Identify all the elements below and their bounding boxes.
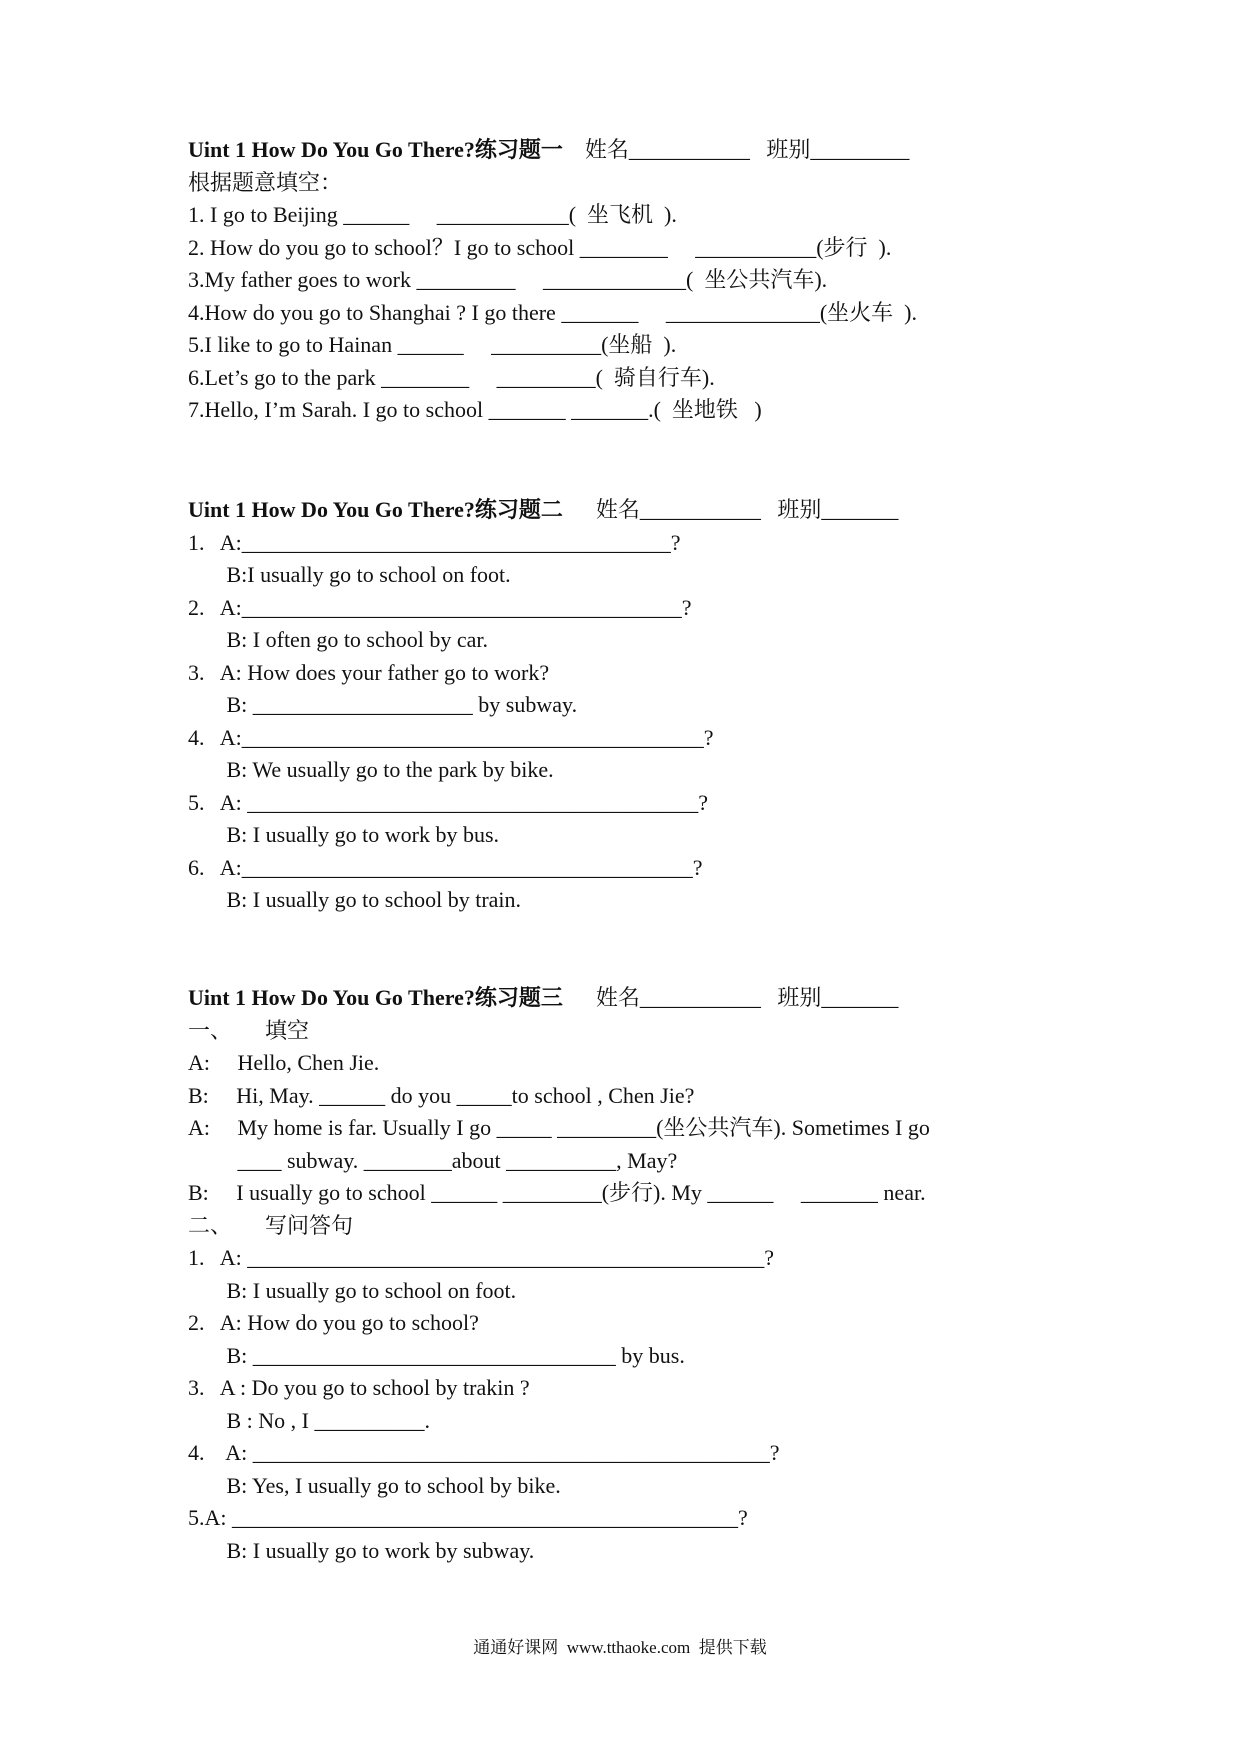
exercise-line: B: _________________________________ by bus.	[188, 1342, 685, 1368]
exercise-line: 6. A:_________________________________________?	[188, 854, 703, 880]
exercise-line: B: Hi, May. ______ do you _____to school , Chen Jie?	[188, 1082, 695, 1108]
exercise-line: B: I often go to school by car.	[188, 627, 489, 652]
section-title	[188, 135, 909, 165]
exercise-line: 5. A: _________________________________________?	[188, 789, 709, 815]
footer-credit: 通通好课网 www.tthaoke.com 提供下载	[473, 1638, 767, 1657]
exercise-line: 5.A: ______________________________________________?	[188, 1505, 748, 1530]
name-class-fields: 姓名___________ 班别_______	[562, 985, 899, 1010]
exercise-line: 2. A:________________________________________?	[188, 594, 692, 620]
exercise-line: A: Hello, Chen Jie.	[188, 1050, 380, 1075]
exercise-line: B: Yes, I usually go to school by bike.	[188, 1472, 561, 1498]
exercise-line: 1. A: _______________________________________________?	[188, 1245, 775, 1270]
exercise-line: 4.How do you go to Shanghai ? I go there _______ ______________(坐火车 ).	[188, 299, 917, 325]
exercise-line: 5.I like to go to Hainan ______ __________(坐船 ).	[188, 332, 677, 357]
exercise-line: B: I usually go to school by train.	[188, 887, 522, 912]
exercise-line: B: I usually go to school on foot.	[188, 1277, 517, 1303]
exercise-line: 3. A : Do you go to school by trakin ?	[188, 1375, 530, 1400]
exercise-line: 2. How do you go to school？I go to school ________ ___________(步行 ).	[188, 234, 892, 260]
exercise-line: B: I usually go to school ______ _________(步行). My ______ _______ near.	[188, 1180, 926, 1205]
exercise-line: 4. A: _______________________________________________?	[188, 1440, 780, 1465]
exercise-line: 1. I go to Beijing ______ ____________( 坐飞机 ).	[188, 202, 677, 227]
exercise-line: 2. A: How do you go to school?	[188, 1310, 479, 1335]
section-title-main: Uint 1 How Do You Go There?练习题一	[188, 137, 563, 162]
exercise-line: 7.Hello, I’m Sarah. I go to school _______ _______.( 坐地铁 )	[188, 397, 762, 422]
exercise-line: B:I usually go to school on foot.	[188, 562, 511, 587]
section-title	[188, 495, 898, 525]
exercise-line: A: My home is far. Usually I go _____ _________(坐公共汽车). Sometimes I go	[188, 1115, 930, 1140]
exercise-line: B: We usually go to the park by bike.	[188, 757, 554, 782]
exercise-line: 根据题意填空：	[188, 169, 343, 195]
exercise-line: 4. A:__________________________________________?	[188, 724, 714, 750]
exercise-line: 一、 填空	[188, 1017, 310, 1043]
exercise-line: 6.Let’s go to the park ________ _________( 骑自行车).	[188, 364, 715, 390]
exercise-line: 1. A:_______________________________________?	[188, 529, 681, 555]
exercise-line: B: I usually go to work by subway.	[188, 1537, 535, 1563]
exercise-line: 3.My father goes to work _________ _____________( 坐公共汽车).	[188, 267, 828, 292]
exercise-line: B: ____________________ by subway.	[188, 692, 578, 717]
name-class-fields: 姓名___________ 班别_______	[562, 497, 899, 522]
exercise-line: B : No , I __________.	[188, 1407, 430, 1433]
exercise-line: 3. A: How does your father go to work?	[188, 659, 550, 685]
section-title-main: Uint 1 How Do You Go There?练习题三	[188, 985, 563, 1010]
exercise-line: ____ subway. ________about __________, May?	[188, 1147, 678, 1173]
exercise-line: B: I usually go to work by bus.	[188, 822, 500, 847]
exercise-line: 二、 写问答句	[188, 1212, 354, 1238]
section-title	[188, 983, 898, 1013]
section-title-main: Uint 1 How Do You Go There?练习题二	[188, 497, 563, 522]
name-class-fields: 姓名___________ 班别_________	[562, 137, 910, 162]
